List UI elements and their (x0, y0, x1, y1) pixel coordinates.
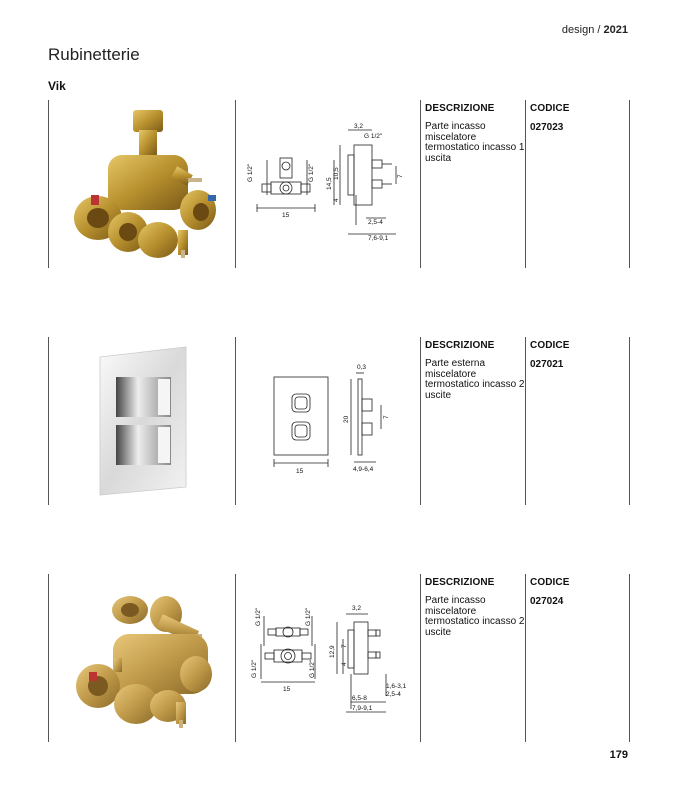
dim-label: G 1/2" (309, 659, 316, 678)
page-number: 179 (609, 749, 628, 761)
dim-label: G 1/2" (364, 133, 383, 140)
dim-label: G 1/2" (308, 163, 315, 182)
description-header: DESCRIZIONE (425, 577, 495, 588)
dim-label: 7 (383, 415, 390, 419)
divider (525, 100, 526, 268)
dim-label: G 1/2" (305, 607, 312, 626)
dim-label: 3,2 (352, 605, 362, 612)
dim-label: 12,9 (329, 645, 336, 658)
description-header: DESCRIZIONE (425, 340, 495, 351)
dim-label: 4 (333, 198, 340, 202)
dim-label: 14,5 (326, 177, 333, 190)
dim-label: 15 (282, 212, 290, 219)
code-header: CODICE (530, 340, 570, 351)
technical-drawing (236, 337, 420, 505)
divider (420, 337, 421, 505)
product-description: Parte incasso miscelatore termostatico incasso 2 uscite (425, 595, 525, 638)
product-photo-chrome-plate (58, 337, 228, 505)
dim-label: 15 (283, 686, 291, 693)
technical-drawing (236, 100, 420, 268)
dim-label: 2,5-4 (386, 691, 401, 698)
divider (420, 574, 421, 742)
technical-drawing (236, 574, 420, 742)
product-row (48, 337, 630, 505)
divider (48, 337, 49, 505)
page-header: design / 2021 (561, 24, 628, 36)
divider (629, 574, 630, 742)
dim-label: 4 (341, 662, 348, 666)
product-code: 027023 (530, 122, 564, 133)
product-photo-brass-valve (58, 574, 228, 742)
dim-label: 7,9-9,1 (352, 705, 373, 712)
dim-label: 0,3 (357, 364, 367, 371)
product-code: 027024 (530, 596, 564, 607)
dim-label: 10,5 (333, 167, 340, 180)
divider (420, 100, 421, 268)
product-row (48, 100, 630, 268)
page-title: Rubinetterie (48, 45, 140, 64)
description-header: DESCRIZIONE (425, 103, 495, 114)
code-header: CODICE (530, 103, 570, 114)
dim-label: 4,9-6,4 (353, 466, 374, 473)
dim-label: 20 (343, 415, 350, 423)
divider (525, 337, 526, 505)
code-header: CODICE (530, 577, 570, 588)
divider (525, 574, 526, 742)
dim-label: 7,6-9,1 (368, 235, 389, 242)
divider (48, 574, 49, 742)
product-code: 027021 (530, 359, 564, 370)
brand-label: design (561, 24, 595, 36)
dim-label: 1,6-3,1 (386, 683, 407, 690)
product-description: Parte incasso miscelatore termostatico incasso 1 uscita (425, 121, 525, 164)
dim-label: 7 (341, 644, 348, 648)
dim-label: 6,5-8 (352, 695, 367, 702)
dim-label: G 1/2" (247, 163, 254, 182)
product-photo-brass-valve (58, 100, 228, 268)
dim-label: G 1/2" (255, 607, 262, 626)
divider (629, 100, 630, 268)
divider (629, 337, 630, 505)
year-label: 2021 (603, 24, 628, 36)
dim-label: 3,2 (354, 123, 364, 130)
dim-label: 7 (397, 174, 404, 178)
dim-label: G 1/2" (251, 659, 258, 678)
divider (48, 100, 49, 268)
dim-label: 2,5-4 (368, 219, 383, 226)
dim-label: 15 (296, 468, 304, 475)
product-row (48, 574, 630, 742)
product-description: Parte esterna miscelatore termostatico incasso 2 uscite (425, 358, 525, 401)
product-family-title: Vik (48, 79, 66, 93)
